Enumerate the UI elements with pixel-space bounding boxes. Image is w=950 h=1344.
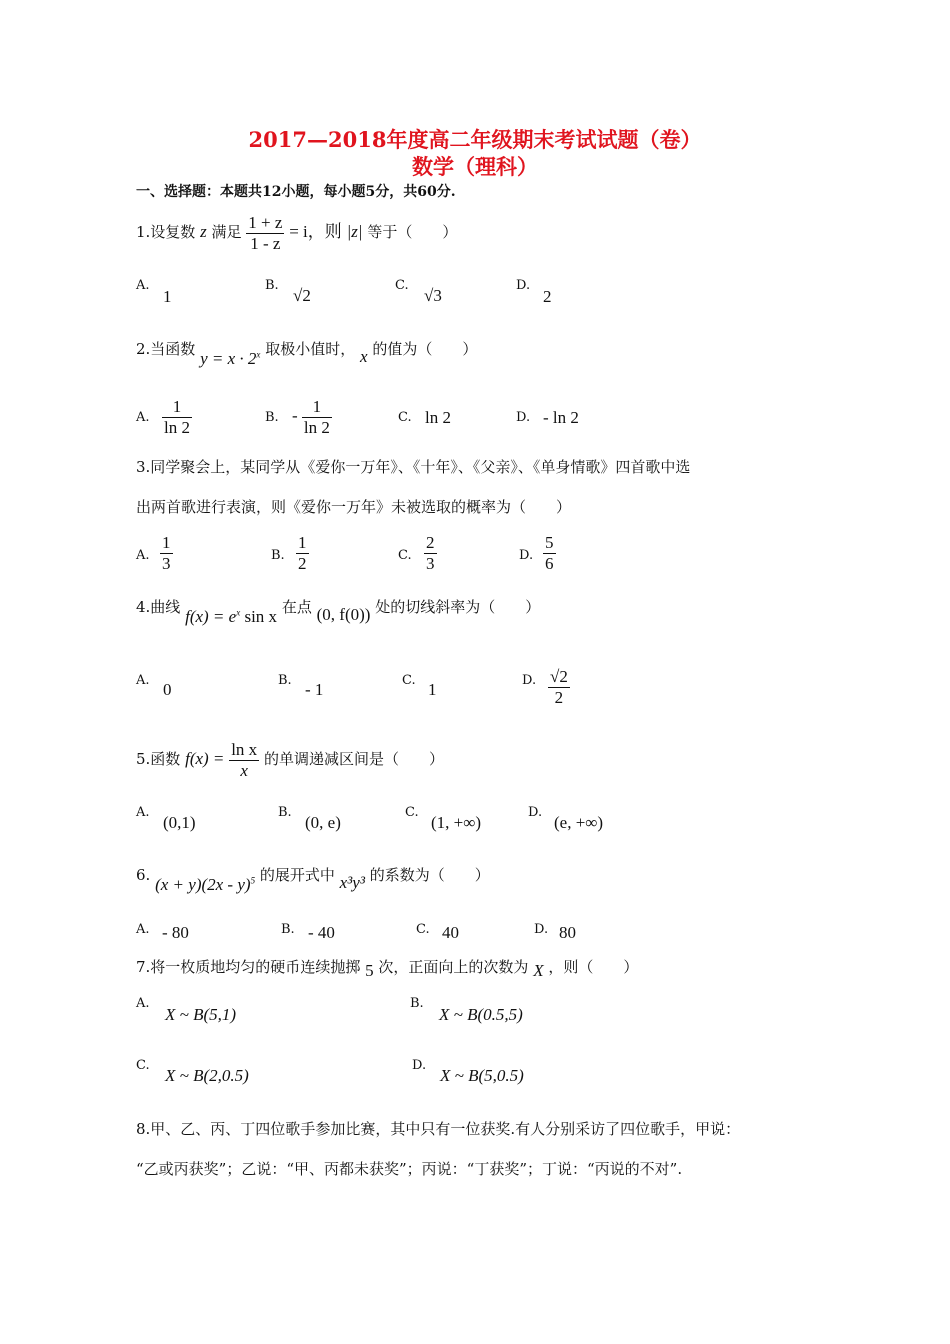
q6-expr-base: (x + y)(2x - y) — [155, 875, 251, 894]
q2-expr-base: y = x · 2 — [200, 349, 257, 368]
q7-post: ，则（ ） — [548, 958, 639, 976]
q1-eq: = i，则 — [289, 222, 342, 242]
q6-option-b-value: - 40 — [308, 923, 335, 942]
q4-expr — [185, 607, 277, 626]
q2-b-num: 1 — [302, 397, 332, 418]
q2-expr — [200, 349, 260, 368]
q3-option-a-value — [160, 533, 173, 573]
q2-option-c-label: C. — [398, 410, 412, 425]
q4-expr-base: f(x) = e — [185, 607, 237, 626]
question-5 — [136, 740, 444, 780]
q1-option-a-value: 1 — [163, 287, 172, 306]
q5-option-d-label: D. — [528, 805, 543, 820]
q1-option-d-value: 2 — [543, 287, 552, 306]
q5-option-d-value: (e, +∞) — [554, 813, 604, 832]
q1-post: 等于（ ） — [367, 223, 458, 242]
q1-option-d-label: D. — [516, 278, 531, 293]
q7-var: X — [533, 961, 544, 980]
q7-option-c-label: C. — [136, 1058, 150, 1073]
q2-var: x — [359, 347, 368, 366]
q7-option-a-label: A. — [136, 996, 150, 1011]
q1-option-b-value: √2 — [293, 286, 311, 305]
q7-option-b-value: X ~ B(0.5,5) — [439, 1005, 523, 1024]
q4-option-a-label: A. — [136, 673, 150, 688]
q1-option-c-value: √3 — [424, 286, 442, 305]
question-1 — [136, 213, 457, 253]
q5-option-a-label: A. — [136, 805, 150, 820]
q3-b-den: 2 — [298, 553, 307, 573]
q4-d-num: √2 — [550, 667, 568, 686]
q5-option-c-label: C. — [405, 805, 419, 820]
question-4 — [136, 596, 541, 626]
q3-d-num: 5 — [545, 533, 554, 552]
q8-line-1: 8.甲、乙、丙、丁四位歌手参加比赛，其中只有一位获奖.有人分别采访了四位歌手，甲说： — [136, 1120, 741, 1138]
q1-mid: 满足 — [211, 223, 242, 242]
q2-b-den: ln 2 — [303, 417, 330, 437]
q5-post: 的单调递减区间是（ ） — [263, 750, 444, 769]
q6-term: x³y³ — [339, 873, 365, 892]
q2-mid: 取极小值时， — [265, 340, 356, 358]
q3-line-1: 3.同学聚会上，某同学从《爱你一万年》、《十年》、《父亲》、《单身情歌》四首歌中选 — [136, 458, 691, 476]
q3-a-num: 1 — [162, 533, 171, 552]
q3-a-den: 3 — [162, 553, 171, 573]
q7-option-b-label: B. — [410, 996, 424, 1011]
q1-option-b-label: B. — [265, 278, 279, 293]
q1-fraction — [246, 213, 284, 253]
q7-option-d-value: X ~ B(5,0.5) — [440, 1066, 524, 1085]
q1-option-a-label: A. — [136, 278, 150, 293]
q5-option-b-label: B. — [278, 805, 292, 820]
section-header: 一、选择题：本题共12小题，每小题5分，共60分. — [136, 184, 456, 200]
q6-post: 的系数为（ ） — [369, 866, 490, 884]
q5-expr: f(x) = — [185, 749, 225, 769]
q5-option-c-value: (1, +∞) — [431, 813, 482, 832]
q4-pre: 4.曲线 — [136, 598, 181, 616]
q2-pre: 2.当函数 — [136, 340, 196, 358]
q6-mid: 的展开式中 — [259, 866, 335, 884]
q2-option-a-label: A. — [136, 410, 150, 425]
page-subtitle: 数学（理科） — [412, 154, 538, 179]
q7-pre: 7.将一枚质地均匀的硬币连续抛掷 — [136, 958, 361, 976]
q3-line-2: 出两首歌进行表演，则《爱你一万年》未被选取的概率为（ ） — [136, 498, 572, 516]
q2-option-c-value: ln 2 — [425, 408, 451, 427]
q1-frac-num: 1 + z — [248, 213, 283, 232]
q5-option-b-value: (0, e) — [305, 813, 341, 832]
q6-pre: 6. — [136, 866, 151, 884]
question-2 — [136, 338, 478, 368]
q8-line-2: “乙或丙获奖”；乙说：“甲、丙都未获奖”；丙说：“丁获奖”；丁说：“丙说的不对”. — [136, 1160, 683, 1178]
q3-c-num: 2 — [426, 533, 435, 552]
q3-c-den: 3 — [426, 553, 435, 573]
q5-fraction — [229, 740, 259, 780]
q6-option-c-label: C. — [416, 922, 430, 937]
q6-expr — [155, 875, 255, 894]
q2-a-den: ln 2 — [164, 417, 190, 437]
q1-frac-den: 1 - z — [250, 233, 281, 253]
q6-expr-exp: 5 — [250, 875, 256, 886]
q4-option-d-label: D. — [522, 673, 537, 688]
q1-option-c-label: C. — [395, 278, 409, 293]
q6-option-a-value: - 80 — [162, 923, 189, 942]
q2-option-b-label: B. — [265, 410, 279, 425]
q4-option-d-value — [548, 667, 570, 707]
q4-mid: 在点 — [281, 598, 312, 616]
q2-b-sign: - — [292, 405, 298, 425]
q2-option-a-value — [162, 397, 192, 437]
q3-option-c-value — [424, 533, 437, 573]
q7-option-d-label: D. — [412, 1058, 427, 1073]
q2-option-b-value — [292, 397, 332, 437]
q4-option-b-value: - 1 — [305, 680, 324, 699]
q4-post: 处的切线斜率为（ ） — [375, 598, 541, 616]
q3-b-num: 1 — [298, 533, 307, 552]
question-7 — [136, 956, 639, 980]
q3-option-d-label: D. — [519, 548, 534, 563]
q4-expr-exp: x — [236, 607, 241, 618]
q5-frac-den: x — [240, 760, 248, 780]
q5-frac-num: ln x — [231, 740, 258, 759]
q4-expr-sin: sin x — [244, 607, 278, 626]
question-6 — [136, 864, 490, 894]
q4-d-den: 2 — [554, 687, 564, 707]
q7-option-a-value: X ~ B(5,1) — [165, 1005, 237, 1024]
q4-option-c-value: 1 — [428, 680, 437, 699]
q4-option-a-value: 0 — [163, 680, 172, 699]
q6-option-d-label: D. — [534, 922, 549, 937]
q2-option-d-label: D. — [516, 410, 531, 425]
q7-n: 5 — [365, 961, 374, 980]
q7-mid: 次，正面向上的次数为 — [378, 958, 529, 976]
q1-abs: |z| — [346, 222, 363, 242]
q6-option-b-label: B. — [281, 922, 295, 937]
page-title: 2017—2018年度高二年级期末考试试题（卷） — [248, 127, 702, 152]
q6-option-a-label: A. — [136, 922, 150, 937]
q2-post: 的值为（ ） — [372, 340, 478, 358]
q6-option-c-value: 40 — [442, 923, 459, 942]
q1-var: z — [200, 222, 207, 242]
q7-option-c-value: X ~ B(2,0.5) — [165, 1066, 249, 1085]
q3-option-d-value — [543, 533, 556, 573]
q4-option-b-label: B. — [278, 673, 292, 688]
q5-pre: 5.函数 — [136, 750, 181, 769]
q3-d-den: 6 — [545, 553, 554, 573]
q4-option-c-label: C. — [402, 673, 416, 688]
q3-option-b-label: B. — [271, 548, 285, 563]
q5-option-a-value: (0,1) — [163, 813, 196, 832]
q3-option-c-label: C. — [398, 548, 412, 563]
q2-option-d-value: - ln 2 — [543, 408, 579, 427]
q2-a-num: 1 — [162, 397, 192, 418]
q2-expr-exp: x — [256, 349, 261, 360]
q4-point: (0, f(0)) — [316, 605, 371, 624]
q3-option-a-label: A. — [136, 548, 150, 563]
q1-pre: 1.设复数 — [136, 223, 196, 242]
q3-option-b-value — [296, 533, 309, 573]
q6-option-d-value: 80 — [559, 923, 576, 942]
